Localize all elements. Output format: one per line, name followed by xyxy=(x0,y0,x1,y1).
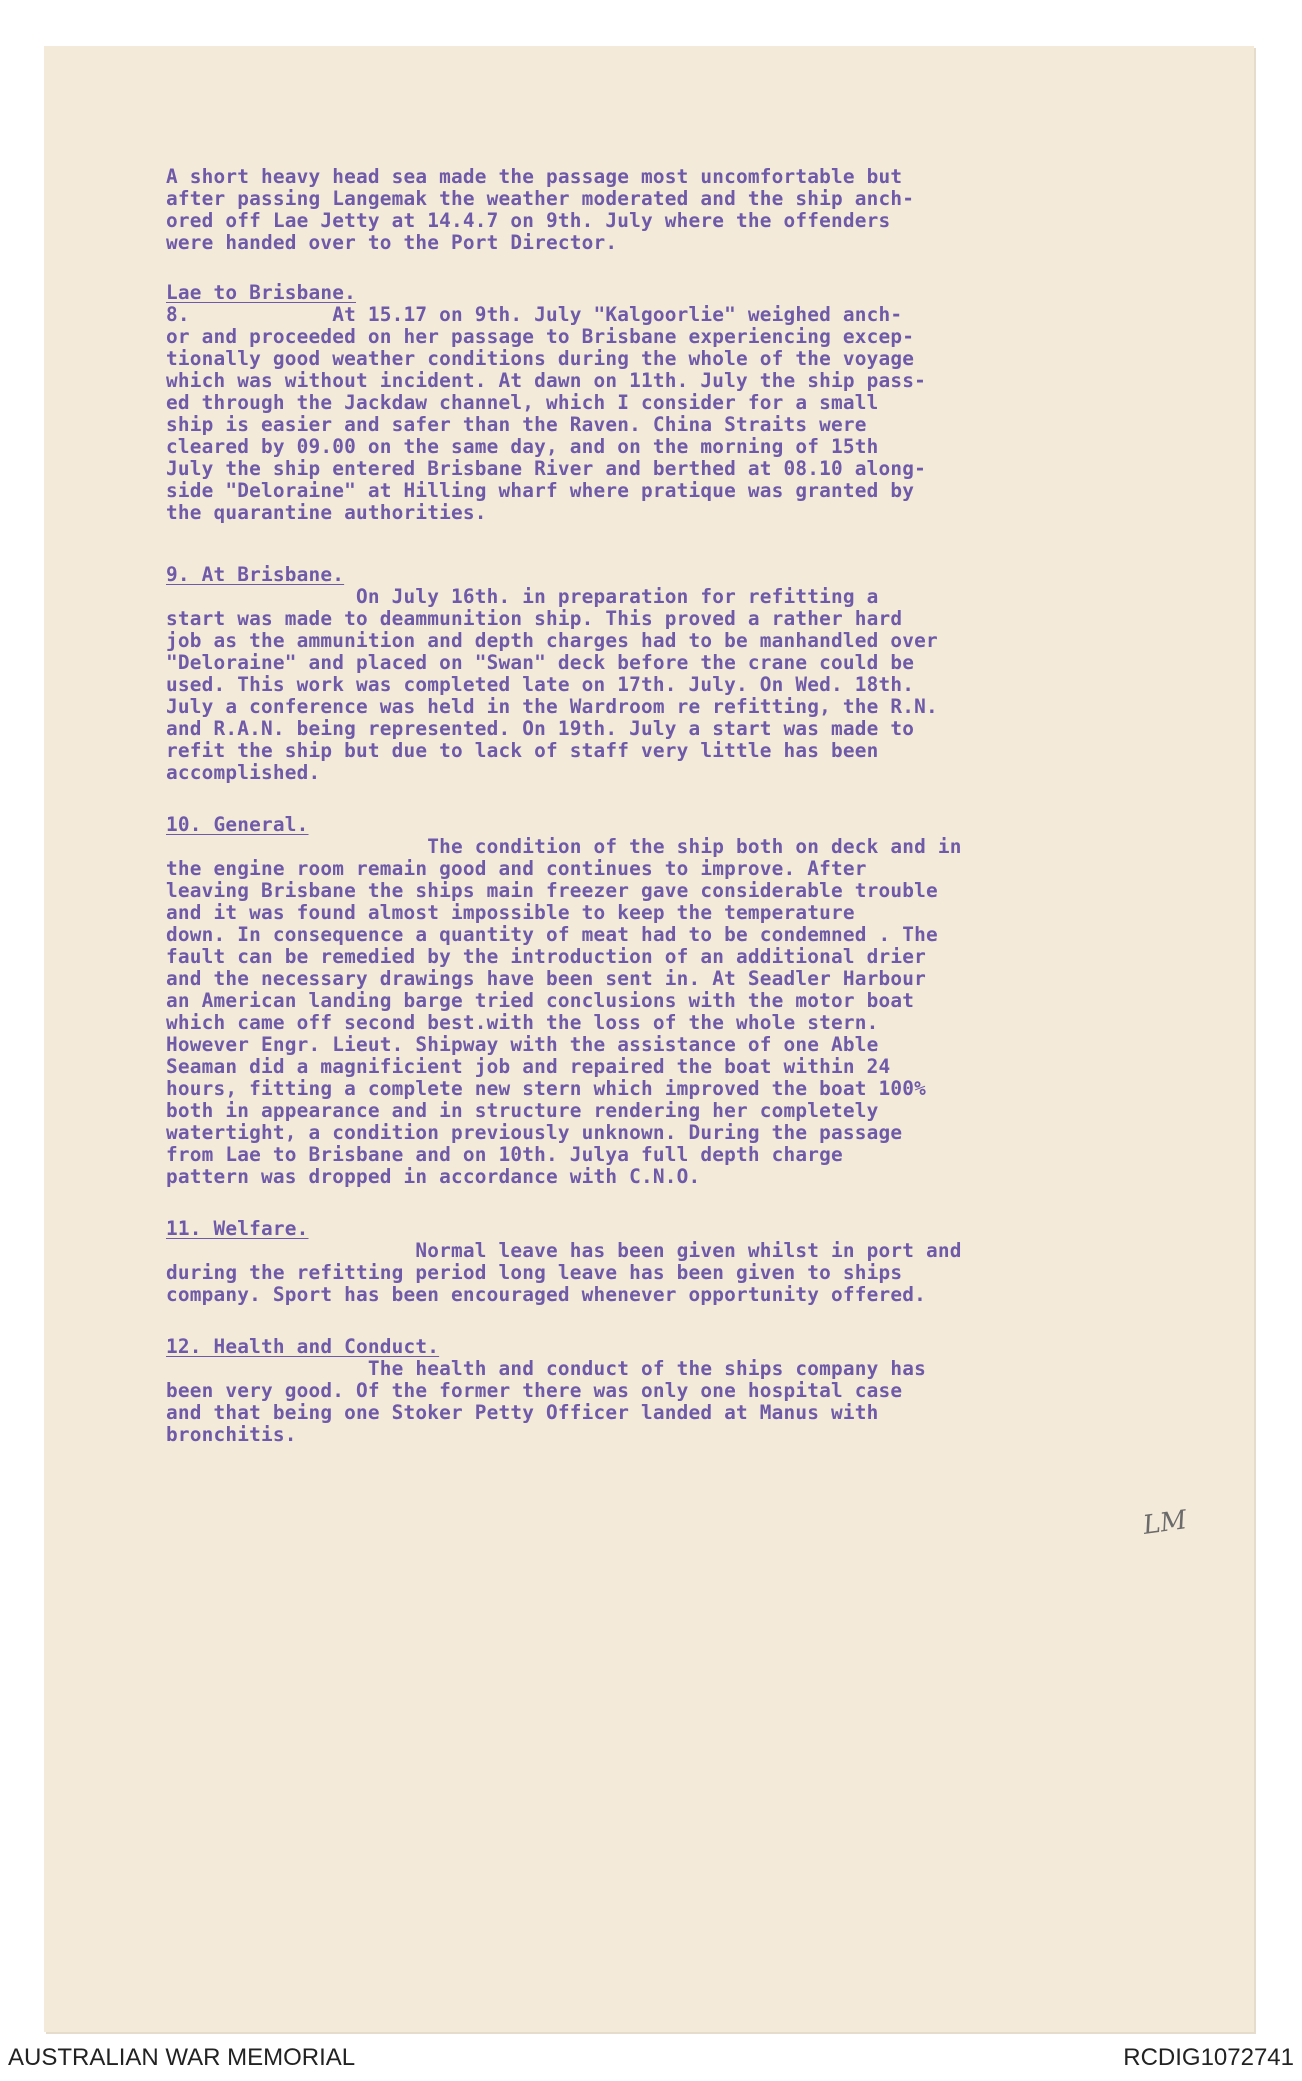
section-12-heading: 12. Health and Conduct. xyxy=(166,1335,440,1358)
handwritten-initials: LM xyxy=(1141,1505,1189,1541)
text-line: accomplished. xyxy=(166,761,321,784)
text-line: July the ship entered Brisbane River and berthed at 08.10 along- xyxy=(166,457,926,480)
text-line: from Lae to Brisbane and on 10th. Julya full depth charge xyxy=(166,1143,843,1166)
text-line: ed through the Jackdaw channel, which I consider for a small xyxy=(166,391,879,414)
text-line: ored off Lae Jetty at 14.4.7 on 9th. July where the offenders xyxy=(166,209,891,232)
record-id: RCDIG1072741 xyxy=(1123,2044,1294,2071)
text-line: A short heavy head sea made the passage most uncomfortable but xyxy=(166,165,903,188)
text-line: both in appearance and in structure rendering her completely xyxy=(166,1099,879,1122)
section-8-heading: Lae to Brisbane. xyxy=(166,281,356,304)
text-line: or and proceeded on her passage to Brisbane experiencing excep- xyxy=(166,325,915,348)
text-line: down. In consequence a quantity of meat had to be condemned . The xyxy=(166,923,938,946)
text-line: used. This work was completed late on 17th. July. On Wed. 18th. xyxy=(166,673,915,696)
section-9-heading: 9. At Brisbane. xyxy=(166,563,345,586)
text-line: tionally good weather conditions during the whole of the voyage xyxy=(166,347,915,370)
text-line: hours, fitting a complete new stern which improved the boat 100% xyxy=(166,1077,926,1100)
text-line: the engine room remain good and continues to improve. After xyxy=(166,857,867,880)
text-line: July a conference was held in the Wardroom re refitting, the R.N. xyxy=(166,695,938,718)
text-line: Normal leave has been given whilst in port and xyxy=(166,1239,962,1262)
text-line: refit the ship but due to lack of staff very little has been xyxy=(166,739,879,762)
text-line: during the refitting period long leave has been given to ships xyxy=(166,1261,903,1284)
text-line: after passing Langemak the weather moderated and the ship anch- xyxy=(166,187,915,210)
text-line: and R.A.N. being represented. On 19th. July a start was made to xyxy=(166,717,915,740)
text-line: which was without incident. At dawn on 11th. July the ship pass- xyxy=(166,369,926,392)
text-line: On July 16th. in preparation for refitting a xyxy=(166,585,879,608)
section-10 xyxy=(166,814,1136,1188)
text-line: and that being one Stoker Petty Officer landed at Manus with xyxy=(166,1401,879,1424)
text-line: The health and conduct of the ships company has xyxy=(166,1357,926,1380)
text-line: start was made to deammunition ship. This proved a rather hard xyxy=(166,607,903,630)
section-9 xyxy=(166,564,1136,784)
text-line: the quarantine authorities. xyxy=(166,501,487,524)
typed-report-page xyxy=(166,166,1136,1446)
text-line: an American landing barge tried conclusions with the motor boat xyxy=(166,989,915,1012)
text-line: and the necessary drawings have been sent in. At Seadler Harbour xyxy=(166,967,926,990)
section-11-heading: 11. Welfare. xyxy=(166,1217,309,1240)
archive-footer xyxy=(0,2044,1302,2074)
text-line: Seaman did a magnificient job and repaired the boat within 24 xyxy=(166,1055,891,1078)
section-10-heading: 10. General. xyxy=(166,813,309,836)
section-8-number: 8. xyxy=(166,303,190,326)
text-line: which came off second best.with the loss of the whole stern. xyxy=(166,1011,879,1034)
text-line: and it was found almost impossible to keep the temperature xyxy=(166,901,855,924)
section-8-first-line xyxy=(166,304,1136,326)
text-line: side "Deloraine" at Hilling wharf where pratique was granted by xyxy=(166,479,915,502)
section-11 xyxy=(166,1218,1136,1306)
text-line: However Engr. Lieut. Shipway with the assistance of one Able xyxy=(166,1033,879,1056)
text-line: pattern was dropped in accordance with C.N.O. xyxy=(166,1165,701,1188)
text-line: watertight, a condition previously unknown. During the passage xyxy=(166,1121,903,1144)
section-12 xyxy=(166,1336,1136,1446)
text-line: bronchitis. xyxy=(166,1423,297,1446)
text-line: been very good. Of the former there was only one hospital case xyxy=(166,1379,903,1402)
text-line: At 15.17 on 9th. July "Kalgoorlie" weighed anch- xyxy=(189,303,903,326)
text-line: cleared by 09.00 on the same day, and on the morning of 15th xyxy=(166,435,879,458)
text-line: ship is easier and safer than the Raven. China Straits were xyxy=(166,413,867,436)
text-line: job as the ammunition and depth charges had to be manhandled over xyxy=(166,629,938,652)
text-line: leaving Brisbane the ships main freezer gave considerable trouble xyxy=(166,879,938,902)
archive-name: AUSTRALIAN WAR MEMORIAL xyxy=(8,2044,356,2071)
section-8 xyxy=(166,282,1136,524)
text-line: company. Sport has been encouraged whenever opportunity offered. xyxy=(166,1283,926,1306)
intro-paragraph xyxy=(166,166,1136,254)
text-line: The condition of the ship both on deck and in xyxy=(166,835,962,858)
text-line: were handed over to the Port Director. xyxy=(166,231,618,254)
text-line: "Deloraine" and placed on "Swan" deck before the crane could be xyxy=(166,651,915,674)
text-line: fault can be remedied by the introduction of an additional drier xyxy=(166,945,926,968)
